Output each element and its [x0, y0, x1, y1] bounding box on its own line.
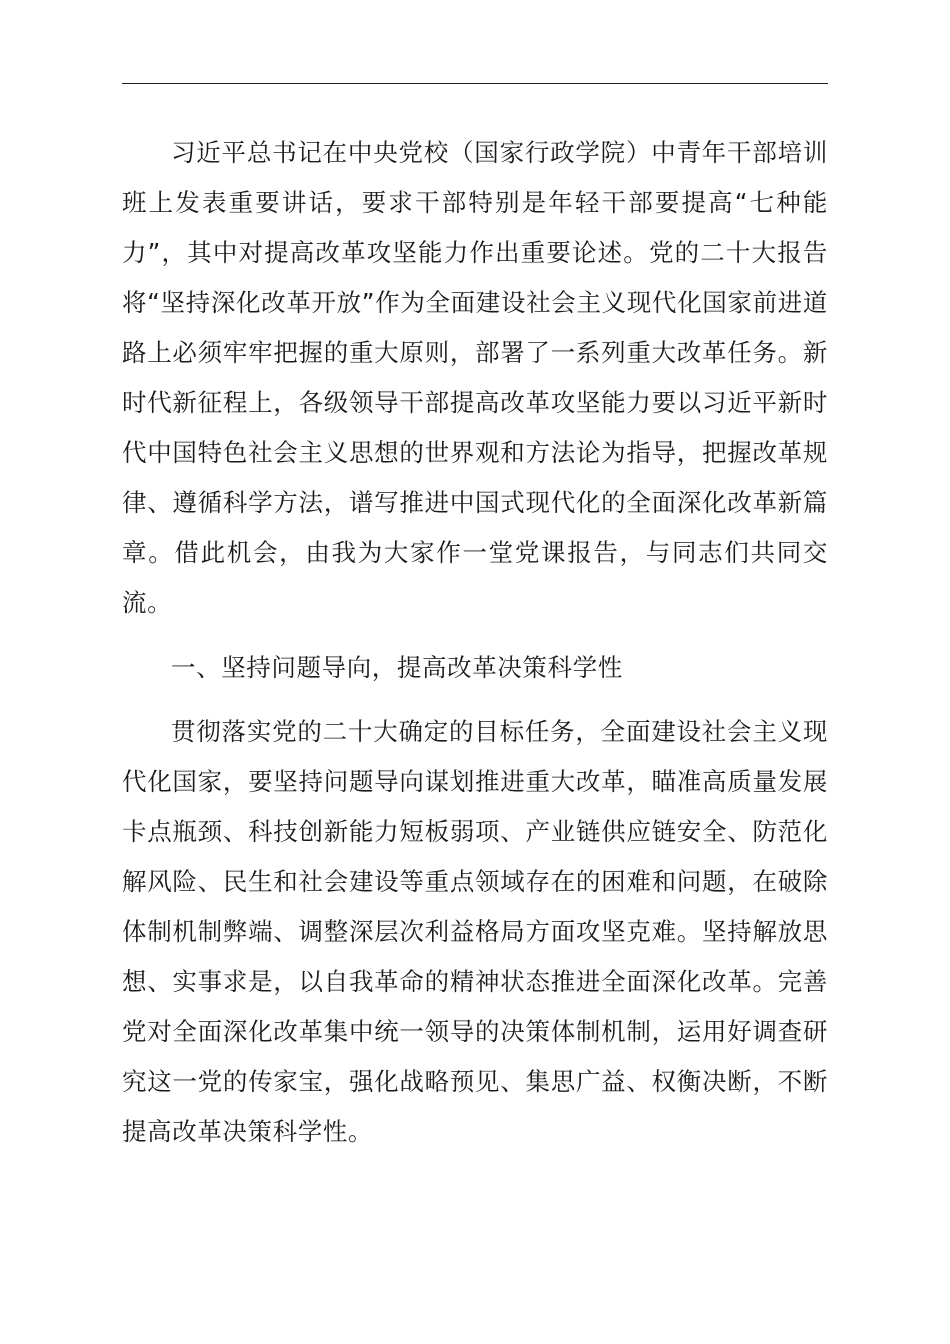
- header-divider: [122, 83, 828, 84]
- intro-paragraph: 习近平总书记在中央党校（国家行政学院）中青年干部培训班上发表重要讲话，要求干部特别是年轻干部要提高“七种能力”，其中对提高改革攻坚能力作出重要论述。党的二十大报告将“坚持深化改革开放”作为全面建设社会主义现代化国家前进道路上必须牢牢把握的重大原则，部署了一系列重大改革任务。新时代新征程上，各级领导干部提高改革攻坚能力要以习近平新时代中国特色社会主义思想的世界观和方法论为指导，把握改革规律、遵循科学方法，谱写推进中国式现代化的全面深化改革新篇章。借此机会，由我为大家作一堂党课报告，与同志们共同交流。: [122, 138, 828, 617]
- section-heading-1: 一、坚持问题导向，提高改革决策科学性: [171, 653, 623, 682]
- section-1-paragraph: 贯彻落实党的二十大确定的目标任务，全面建设社会主义现代化国家，要坚持问题导向谋划推进重大改革，瞄准高质量发展卡点瓶颈、科技创新能力短板弱项、产业链供应链安全、防范化解风险、民生和社会建设等重点领域存在的困难和问题，在破除体制机制弊端、调整深层次利益格局方面攻坚克难。坚持解放思想、实事求是，以自我革命的精神状态推进全面深化改革。完善党对全面深化改革集中统一领导的决策体制机制，运用好调查研究这一党的传家宝，强化战略预见、集思广益、权衡决断，不断提高改革决策科学性。: [122, 717, 828, 1146]
- document-body: [122, 128, 828, 1157]
